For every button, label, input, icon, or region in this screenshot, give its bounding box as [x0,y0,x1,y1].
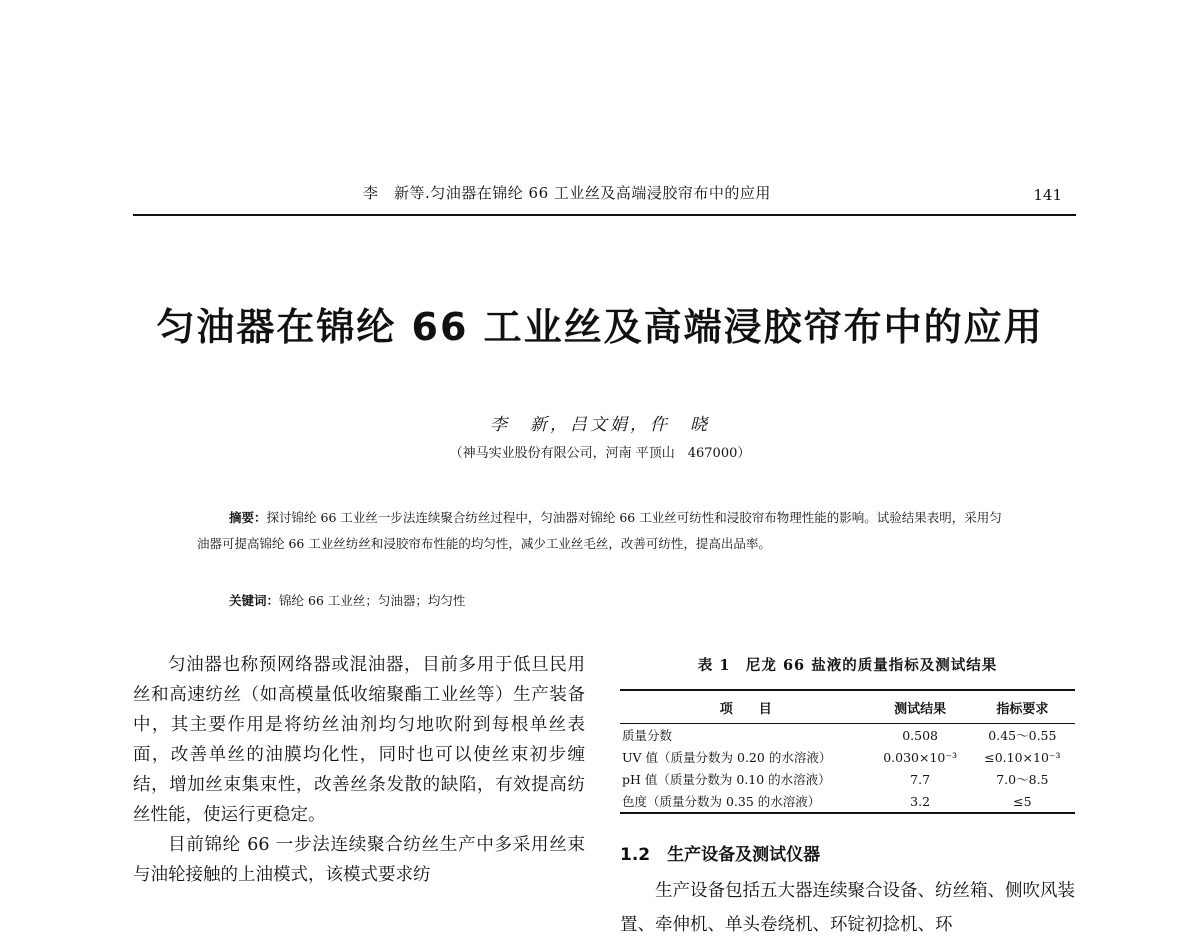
table-cell-result: 0.030×10⁻³ [883,749,957,765]
body-paragraph: 匀油器也称预网络器或混油器，目前多用于低旦民用丝和高速纺丝（如高模量低收缩聚酯工业丝等）生产装备中，其主要作用是将纺丝油剂均匀地吹附到每根单丝表面，改善单丝的油膜均化性，同时也可以使丝束初步缠结，增加丝束集束性，改善丝条发散的缺陷，有效提高纺丝性能，使运行更稳定。 [133,655,585,825]
keywords-label: 关键词： [229,593,280,608]
page-number: 141 [1033,186,1062,204]
section-heading: 1.2 生产设备及测试仪器 [620,845,821,865]
authors: 李 新，吕文娟，仵 晓 [490,415,710,435]
abstract [197,505,1009,557]
body-paragraph: 目前锦纶 66 一步法连续聚合纺丝生产中多采用丝束与油轮接触的上油模式，该模式要求纺 [133,835,585,885]
table-cell-item: 质量分数 [622,728,673,743]
running-title: 李 新等.匀油器在锦纶 66 工业丝及高端浸胶帘布中的应用 [363,184,771,202]
table-cell-item: pH 值（质量分数为 0.10 的水溶液） [622,772,831,787]
table-header-item: 项 目 [620,690,870,724]
table-header-result: 测试结果 [870,690,969,724]
table-row [620,724,1075,747]
abstract-label: 摘要： [229,510,267,525]
table-header-requirement: 指标要求 [970,690,1075,724]
table-cell-requirement: ≤5 [970,790,1075,813]
keywords [229,591,465,609]
running-header [133,180,1076,216]
quality-table [620,689,1075,814]
table-cell-requirement: 7.0～8.5 [996,772,1049,787]
table-header-row [620,690,1075,724]
table-cell-result: 3.2 [870,790,969,813]
affiliation: （神马实业股份有限公司，河南 平顶山 467000） [449,446,751,461]
keywords-text: 锦纶 66 工业丝；匀油器；均匀性 [279,593,466,608]
table-cell-result: 7.7 [910,771,931,787]
table-row [620,768,1075,790]
table-cell-item: UV 值（质量分数为 0.20 的水溶液） [622,750,832,765]
table-cell-item: 色度（质量分数为 0.35 的水溶液） [620,790,870,813]
table-row [620,790,1075,813]
table-caption: 表 1 尼龙 66 盐液的质量指标及测试结果 [697,657,998,674]
body-left-column [133,650,585,890]
table-cell-result: 0.508 [902,727,938,743]
paper-title: 匀油器在锦纶 66 工业丝及高端浸胶帘布中的应用 [156,305,1044,349]
table-cell-requirement: 0.45～0.55 [988,728,1057,743]
abstract-text: 探讨锦纶 66 工业丝一步法连续聚合纺丝过程中，匀油器对锦纶 66 工业丝可纺性和浸胶帘布物理性能的影响。试验结果表明，采用匀油器可提高锦纶 66 工业丝纺丝和浸胶帘布性能的均匀性，减少工业丝毛丝，改善可纺性，提高出品率。 [197,510,1002,551]
table-cell-requirement: ≤0.10×10⁻³ [984,749,1061,765]
table-row [620,746,1075,768]
section-body-text: 生产设备包括五大器连续聚合设备、纺丝箱、侧吹风装置、牵伸机、单头卷绕机、环锭初捻机、环 [620,881,1075,935]
